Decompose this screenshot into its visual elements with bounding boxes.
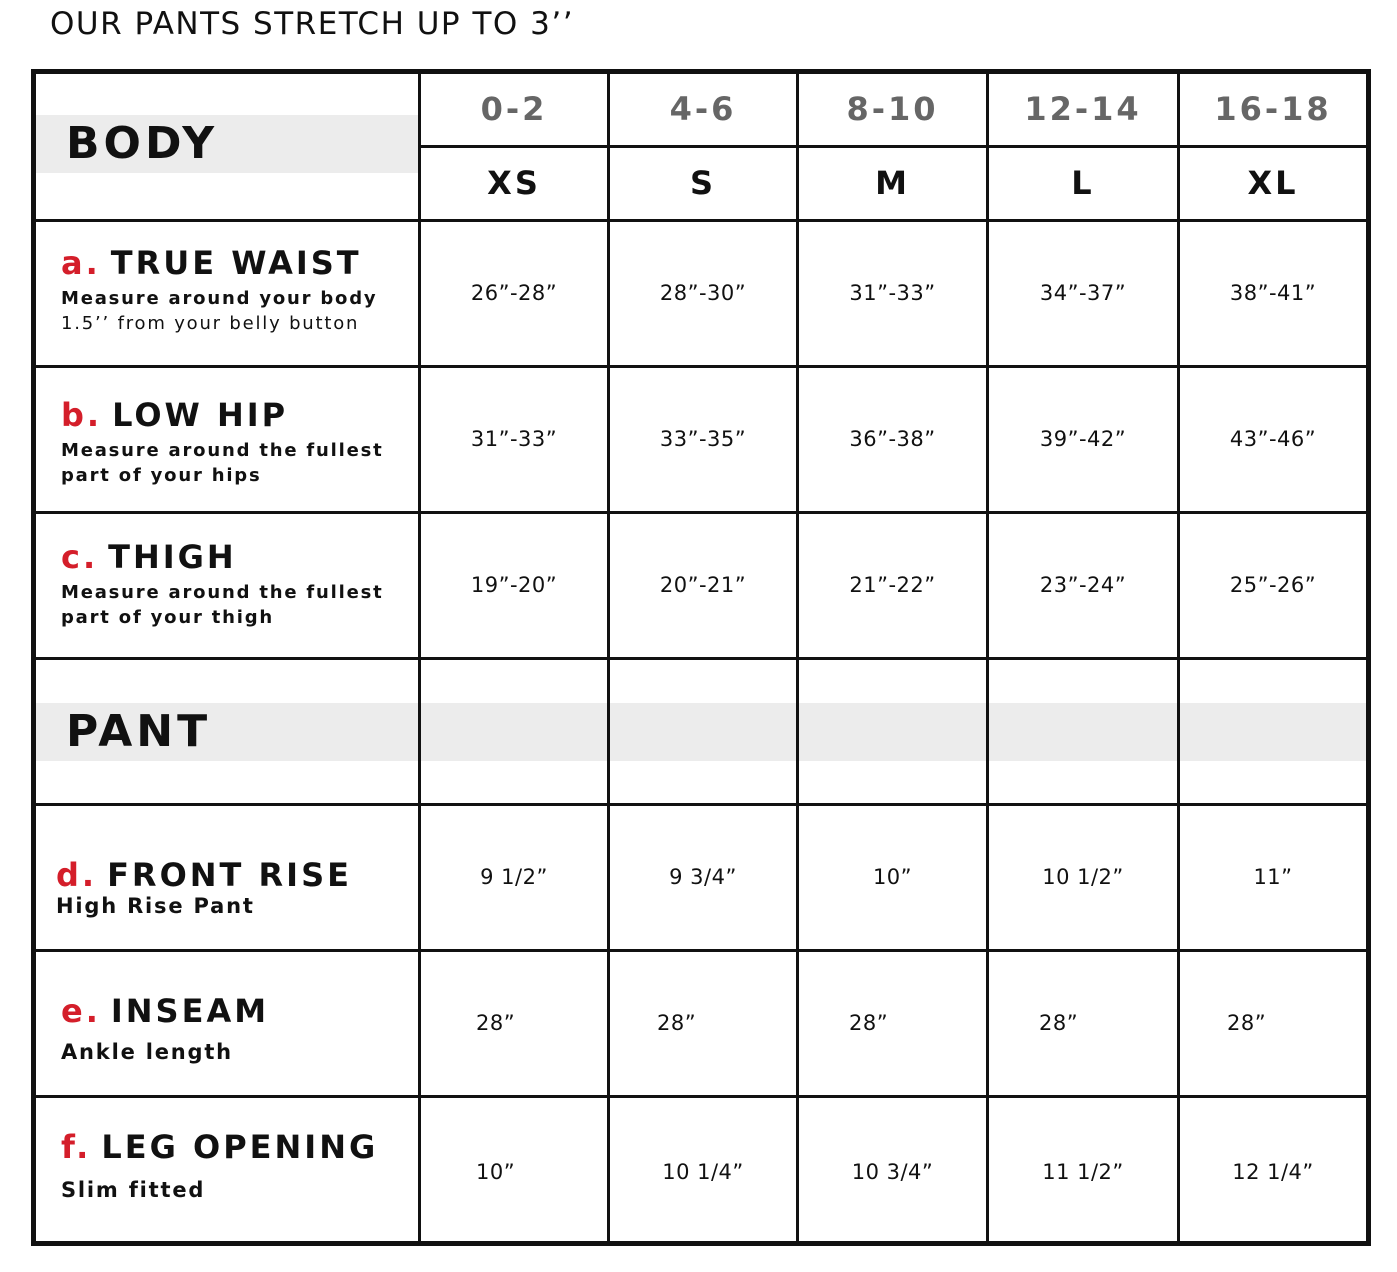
size-label-xl: XL xyxy=(1247,164,1299,202)
measurement-label xyxy=(61,1128,416,1203)
value-cell: 10” xyxy=(872,865,913,889)
measurement-letter: b. xyxy=(61,396,103,434)
value-cell: 28”-30” xyxy=(659,281,747,305)
value-cell: 11” xyxy=(1253,865,1293,889)
value-cell: 28” xyxy=(1227,1011,1267,1035)
value-cell: 10 3/4” xyxy=(851,1160,934,1184)
value-cell: 36”-38” xyxy=(849,427,936,451)
value-cell: 33”-35” xyxy=(659,427,747,451)
value-cell: 28” xyxy=(1039,1011,1079,1035)
value-cell: 31”-33” xyxy=(470,427,558,451)
measurement-desc-line1: Measure around the fullest xyxy=(61,582,384,603)
body-section-title: BODY xyxy=(66,118,219,169)
value-cell: 10 1/2” xyxy=(1042,865,1124,889)
measurement-desc-line1: High Rise Pant xyxy=(56,894,255,918)
measurement-label xyxy=(61,992,416,1065)
pant-section-band xyxy=(36,703,1366,761)
value-cell: 9 1/2” xyxy=(480,865,548,889)
size-label-l: L xyxy=(1071,164,1095,202)
measurement-letter: a. xyxy=(61,244,101,282)
measurement-name: LEG OPENING xyxy=(101,1128,379,1166)
value-cell: 34”-37” xyxy=(1039,281,1127,305)
value-cell: 9 3/4” xyxy=(669,865,737,889)
value-cell: 43”-46” xyxy=(1229,427,1317,451)
measurement-row-thigh xyxy=(36,511,1366,656)
measurement-name: LOW HIP xyxy=(112,396,289,434)
measurement-desc-line2: 1.5’’ from your belly button xyxy=(61,313,360,334)
value-cell: 28” xyxy=(657,1011,697,1035)
grid-column-divider xyxy=(607,74,610,1241)
measurement-name: INSEAM xyxy=(110,992,270,1030)
value-cell: 12 1/4” xyxy=(1232,1160,1314,1184)
measurement-letter: f. xyxy=(61,1128,92,1166)
value-cell: 10” xyxy=(476,1160,516,1184)
measurement-row-leg-opening xyxy=(36,1095,1366,1246)
measurement-desc-line1: Slim fitted xyxy=(61,1178,206,1202)
measurement-label xyxy=(56,856,411,919)
grid-column-divider xyxy=(986,74,989,1241)
value-cell: 10 1/4” xyxy=(662,1160,744,1184)
value-cell: 25”-26” xyxy=(1229,573,1317,597)
pant-section-row xyxy=(36,657,1366,802)
value-cell: 38”-41” xyxy=(1229,281,1317,305)
size-label-xs: XS xyxy=(487,164,541,202)
measurement-letter: d. xyxy=(56,856,98,894)
size-header-row xyxy=(36,74,1366,219)
value-cell: 31”-33” xyxy=(849,281,936,305)
measurement-label xyxy=(61,396,416,488)
size-age-m: 8-10 xyxy=(846,90,939,128)
measurement-desc-line1: Ankle length xyxy=(61,1040,233,1064)
value-cell: 28” xyxy=(476,1011,516,1035)
grid-column-divider xyxy=(1177,74,1180,1241)
measurement-row-inseam xyxy=(36,949,1366,1094)
value-cell: 11 1/2” xyxy=(1042,1160,1124,1184)
size-chart-table xyxy=(31,69,1371,1246)
measurement-row-low-hip xyxy=(36,365,1366,510)
measurement-desc-line1: Measure around your body xyxy=(61,288,378,309)
value-cell: 20”-21” xyxy=(659,573,747,597)
grid-column-divider xyxy=(418,74,421,1241)
value-cell: 26”-28” xyxy=(470,281,558,305)
value-cell: 21”-22” xyxy=(849,573,936,597)
measurement-label xyxy=(61,244,416,336)
value-cell: 23”-24” xyxy=(1039,573,1127,597)
size-label-s: S xyxy=(689,164,717,202)
size-age-xs: 0-2 xyxy=(480,90,548,128)
measurement-desc-line2: part of your thigh xyxy=(61,607,274,628)
measurement-desc-line1: Measure around the fullest xyxy=(61,440,384,461)
measurement-desc-line2: part of your hips xyxy=(61,465,262,486)
measurement-name: TRUE WAIST xyxy=(110,244,362,282)
measurement-name: THIGH xyxy=(108,538,237,576)
value-cell: 28” xyxy=(849,1011,889,1035)
value-cell: 39”-42” xyxy=(1039,427,1127,451)
measurement-label xyxy=(61,538,416,630)
pant-section-title: PANT xyxy=(66,706,212,757)
value-cell: 19”-20” xyxy=(470,573,558,597)
grid-column-divider xyxy=(796,74,799,1241)
size-age-s: 4-6 xyxy=(669,90,737,128)
size-age-xl: 16-18 xyxy=(1214,90,1332,128)
page-title: OUR PANTS STRETCH UP TO 3’’ xyxy=(50,6,575,42)
measurement-name: FRONT RISE xyxy=(107,856,352,894)
measurement-row-front-rise xyxy=(36,803,1366,948)
measurement-row-true-waist xyxy=(36,219,1366,364)
size-age-l: 12-14 xyxy=(1024,90,1142,128)
measurement-letter: e. xyxy=(61,992,101,1030)
size-label-m: M xyxy=(875,164,910,202)
measurement-letter: c. xyxy=(61,538,99,576)
